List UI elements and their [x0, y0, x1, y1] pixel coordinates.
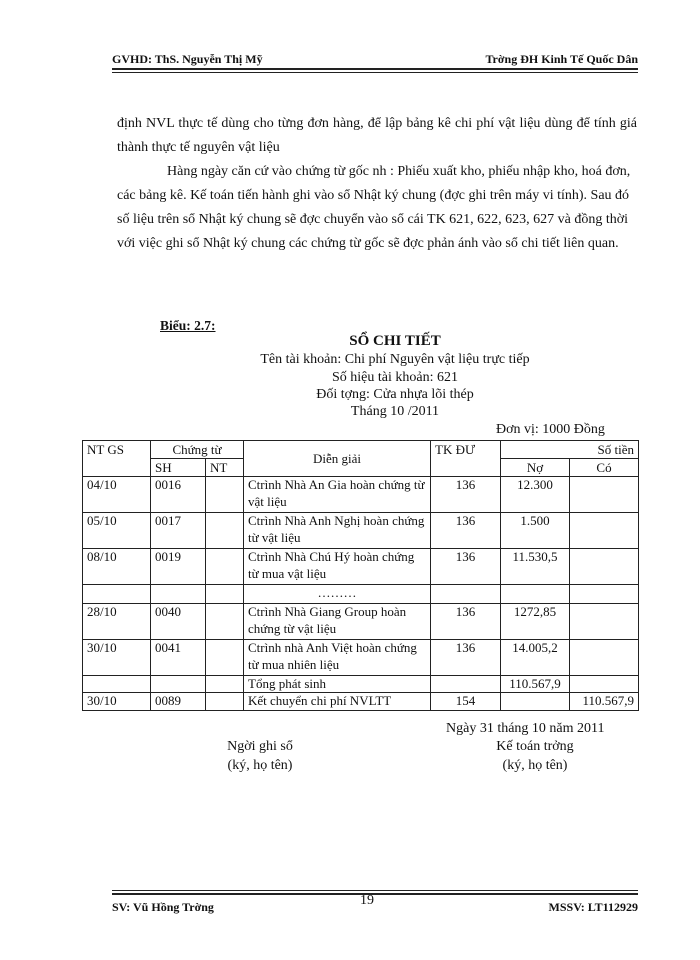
table-row	[83, 604, 639, 640]
cell-co	[570, 513, 639, 549]
cell-nt	[206, 604, 244, 640]
col-no: Nợ	[501, 459, 570, 477]
ellipsis: ………	[244, 585, 431, 604]
cell-ntgs: 05/10	[83, 513, 151, 549]
cell-no: 14.005,2	[501, 640, 570, 676]
paragraph-2: Hàng ngày căn cứ vào chứng từ gốc nh : Phiếu xuất kho, phiếu nhập kho, hoá đơn, các bảng kê. Kế toán tiến hành ghi vào sổ Nhật ký chung (đợc ghi trên máy vi tính). Sau đó số liệu trên sổ Nhật ký chung sẽ đợc chuyển vào sổ cái TK 621, 622, 623, 627 và đồng thời với việc ghi sổ Nhật ký chung các chứng từ gốc sẽ đợc phản ánh vào sổ chi tiết liên quan.	[117, 164, 631, 251]
account-name: Tên tài khoản: Chi phí Nguyên vật liệu trực tiếp	[260, 352, 530, 367]
cell-desc: Ctrình Nhà An Gia hoàn chứng từ vật liệu	[244, 477, 431, 513]
ledger-title: SỔ CHI TIẾT	[349, 333, 441, 349]
table-row	[83, 513, 639, 549]
cell-nt	[206, 640, 244, 676]
figure-label: Biểu: 2.7:	[160, 318, 216, 333]
accountant-title: Kế toán trởng	[496, 739, 574, 754]
cell-no: 12.300	[501, 477, 570, 513]
header-rule-thin	[112, 72, 638, 73]
account-number: Số hiệu tài khoản: 621	[332, 370, 458, 385]
cell-tk: 136	[431, 477, 501, 513]
total-debit: 110.567,9	[501, 676, 570, 693]
cell-co	[570, 640, 639, 676]
col-chungtu: Chứng từ	[151, 441, 244, 459]
paragraph-1: định NVL thực tế dùng cho từng đơn hàng, để lập bảng kê chi phí vật liệu dùng để tính giá thành thực tế nguyên vật liệu	[117, 116, 637, 155]
table-row	[83, 640, 639, 676]
cell-tk: 136	[431, 513, 501, 549]
accountant-sub: (ký, họ tên)	[502, 758, 568, 773]
ledger-table	[82, 440, 639, 711]
cell-co	[570, 604, 639, 640]
cell-desc: Kết chuyển chi phí NVLTT	[244, 693, 431, 711]
cell-ntgs: 08/10	[83, 549, 151, 585]
cell-tk: 136	[431, 549, 501, 585]
cell-desc: Ctrình Nhà Chú Hý hoàn chứng từ mua vật liệu	[244, 549, 431, 585]
cell-tk: 136	[431, 640, 501, 676]
ledger-subject: Đối tợng: Cửa nhựa lõi thép	[316, 387, 474, 402]
cell-nt	[206, 513, 244, 549]
cell-sh: 0019	[151, 549, 206, 585]
cell-tk: 136	[431, 604, 501, 640]
ellipsis-row	[83, 585, 639, 604]
footer-rule-thin	[112, 890, 638, 891]
footer-rule	[112, 893, 638, 895]
cell-nt	[206, 549, 244, 585]
cell-desc: Ctrình Nhà Anh Nghị hoàn chứng từ vật liệu	[244, 513, 431, 549]
body-text	[117, 112, 637, 256]
cell-desc: Ctrình Nhà Giang Group hoàn chứng từ vật liệu	[244, 604, 431, 640]
cell-sh: 0016	[151, 477, 206, 513]
cell-no: 1.500	[501, 513, 570, 549]
closing-row	[83, 693, 639, 711]
recorder-title: Ngời ghi sổ	[227, 739, 293, 754]
cell-no: 1272,85	[501, 604, 570, 640]
header-right: Trờng ĐH Kinh Tế Quốc Dân	[485, 52, 638, 66]
col-sotien: Số tiền	[501, 441, 639, 459]
cell-ntgs: 30/10	[83, 640, 151, 676]
col-sh: SH	[151, 459, 206, 477]
col-co: Có	[570, 459, 639, 477]
col-tkdu: TK ĐƯ	[431, 441, 501, 477]
cell-no: 11.530,5	[501, 549, 570, 585]
cell-co	[570, 549, 639, 585]
header-rule	[112, 68, 638, 70]
col-ntgs: NT GS	[83, 441, 151, 477]
cell-ntgs: 04/10	[83, 477, 151, 513]
cell-sh: 0017	[151, 513, 206, 549]
col-nt: NT	[206, 459, 244, 477]
cell-sh: 0040	[151, 604, 206, 640]
cell-ntgs: 28/10	[83, 604, 151, 640]
table-header-row	[83, 441, 639, 459]
currency-unit: Đơn vị: 1000 Đồng	[496, 422, 605, 437]
ledger-month: Tháng 10 /2011	[350, 404, 440, 419]
cell-tk: 154	[431, 693, 501, 711]
cell-desc: Ctrình nhà Anh Việt hoàn chứng từ mua nhiên liệu	[244, 640, 431, 676]
total-row	[83, 676, 639, 693]
cell-ntgs: 30/10	[83, 693, 151, 711]
cell-sh: 0089	[151, 693, 206, 711]
page-number: 19	[360, 893, 374, 908]
header-left: GVHD: ThS. Nguyễn Thị Mỹ	[112, 52, 263, 66]
table-row	[83, 549, 639, 585]
recorder-sub: (ký, họ tên)	[227, 758, 293, 773]
cell-nt	[206, 477, 244, 513]
table-row	[83, 477, 639, 513]
footer-left: SV: Vũ Hồng Trờng	[112, 900, 214, 914]
total-label: Tổng phát sinh	[244, 676, 431, 693]
sign-date: Ngày 31 tháng 10 năm 2011	[446, 721, 605, 736]
footer-right: MSSV: LT112929	[548, 900, 638, 914]
col-diengiai: Diễn giải	[244, 441, 431, 477]
cell-co: 110.567,9	[570, 693, 639, 711]
cell-sh: 0041	[151, 640, 206, 676]
page-footer	[112, 900, 638, 915]
page-header	[112, 52, 638, 67]
cell-co	[570, 477, 639, 513]
